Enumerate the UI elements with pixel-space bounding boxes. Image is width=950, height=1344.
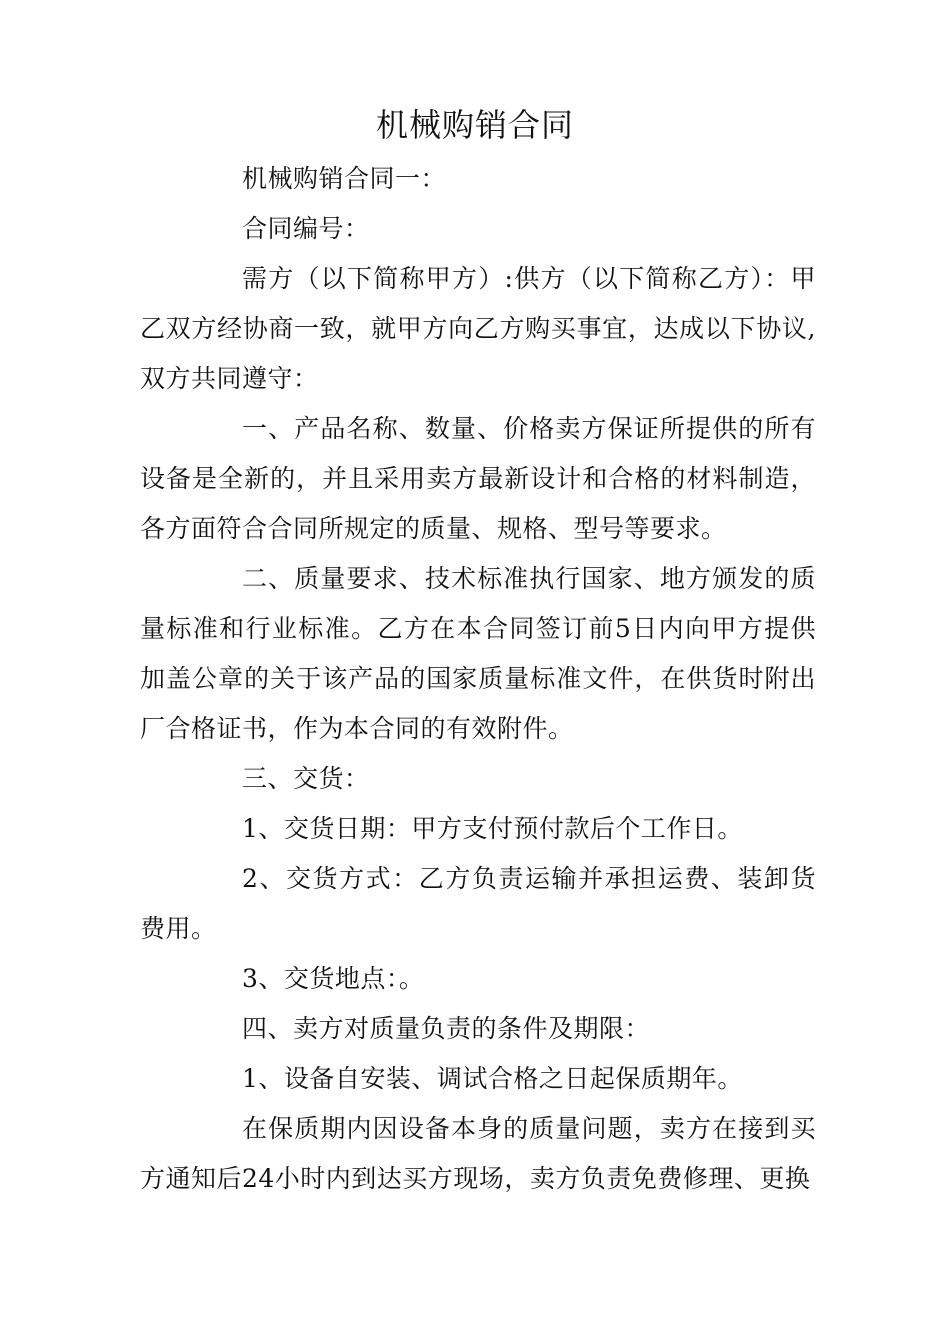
- paragraph-section-1: 一、产品名称、数量、价格卖方保证所提供的所有设备是全新的，并且采用卖方最新设计和合格的材料制造，各方面符合合同所规定的质量、规格、型号等要求。: [140, 414, 816, 543]
- paragraph-warranty-service: 在保质期内因设备本身的质量问题，卖方在接到买方通知后24小时内到达买方现场，卖方负责免费修理、更换: [140, 1114, 816, 1193]
- paragraph-parties: 需方（以下简称甲方）:供方（以下简称乙方）：甲乙双方经协商一致，就甲方向乙方购买事宜，达成以下协议,双方共同遵守：: [140, 264, 816, 393]
- paragraph-warranty-period: 1、设备自安装、调试合格之日起保质期年。: [242, 1064, 743, 1093]
- paragraph-section-2: 二、质量要求、技术标准执行国家、地方颁发的质量标准和行业标准。乙方在本合同签订前5日内向甲方提供加盖公章的关于该产品的国家质量标准文件，在供货时附出厂合格证书，作为本合同的有效附件。: [140, 564, 816, 743]
- document-title: 机械购销合同: [375, 106, 574, 144]
- paragraph-contract-number: 合同编号：: [242, 214, 370, 243]
- paragraph-delivery-place: 3、交货地点：。: [242, 964, 425, 993]
- paragraph-delivery-date: 1、交货日期：甲方支付预付款后个工作日。: [242, 814, 743, 843]
- paragraph-section-4: 四、卖方对质量负责的条件及期限：: [242, 1014, 651, 1043]
- paragraph-delivery-method: 2、交货方式：乙方负责运输并承担运费、装卸货费用。: [140, 864, 816, 943]
- paragraph-contract-heading: 机械购销合同一：: [242, 164, 447, 193]
- document-body: [140, 154, 816, 1204]
- paragraph-section-3: 三、交货：: [242, 764, 370, 793]
